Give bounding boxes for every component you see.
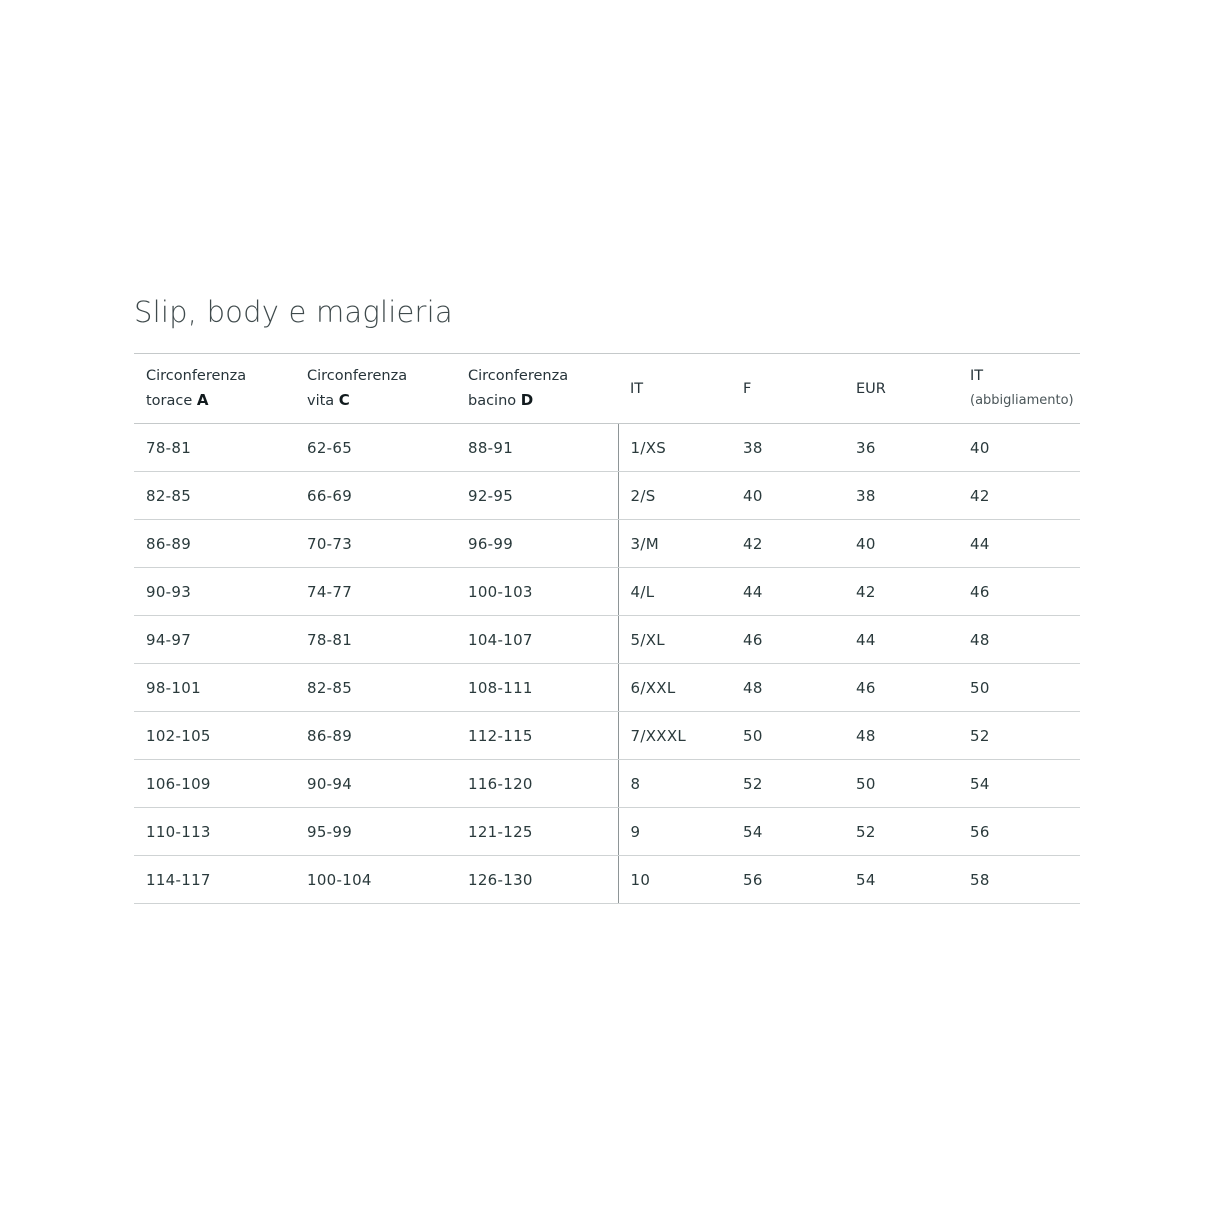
hip-cell: 108-111 <box>456 664 618 712</box>
it-clothing-cell: 52 <box>958 712 1080 760</box>
eur-size-cell: 52 <box>844 808 958 856</box>
eur-size-cell: 46 <box>844 664 958 712</box>
chest-cell: 110-113 <box>134 808 295 856</box>
header-line: vita <box>307 393 335 409</box>
chest-cell: 114-117 <box>134 856 295 904</box>
header-letter: A <box>196 391 209 409</box>
f-size-cell: 38 <box>731 424 844 472</box>
it-clothing-cell: 58 <box>958 856 1080 904</box>
header-line: bacino <box>468 393 517 409</box>
header-eur-size: EUR <box>844 354 958 424</box>
it-size-cell: 6/XXL <box>618 664 731 712</box>
f-size-cell: 48 <box>731 664 844 712</box>
waist-cell: 66-69 <box>295 472 456 520</box>
waist-cell: 78-81 <box>295 616 456 664</box>
table-row <box>134 664 1080 712</box>
f-size-cell: 40 <box>731 472 844 520</box>
f-size-cell: 42 <box>731 520 844 568</box>
it-size-cell: 9 <box>618 808 731 856</box>
eur-size-cell: 36 <box>844 424 958 472</box>
it-size-cell: 10 <box>618 856 731 904</box>
chest-cell: 102-105 <box>134 712 295 760</box>
chest-cell: 90-93 <box>134 568 295 616</box>
hip-cell: 121-125 <box>456 808 618 856</box>
table-row <box>134 808 1080 856</box>
it-size-cell: 8 <box>618 760 731 808</box>
chest-cell: 106-109 <box>134 760 295 808</box>
table-row <box>134 568 1080 616</box>
page-title: Slip, body e maglieria <box>134 295 453 329</box>
hip-cell: 92-95 <box>456 472 618 520</box>
table-row <box>134 712 1080 760</box>
table-row <box>134 856 1080 904</box>
it-clothing-cell: 50 <box>958 664 1080 712</box>
table-row <box>134 424 1080 472</box>
hip-cell: 96-99 <box>456 520 618 568</box>
f-size-cell: 56 <box>731 856 844 904</box>
it-clothing-cell: 48 <box>958 616 1080 664</box>
it-size-cell: 3/M <box>618 520 731 568</box>
chest-cell: 78-81 <box>134 424 295 472</box>
chest-cell: 86-89 <box>134 520 295 568</box>
waist-cell: 90-94 <box>295 760 456 808</box>
it-size-cell: 2/S <box>618 472 731 520</box>
it-clothing-cell: 54 <box>958 760 1080 808</box>
chest-cell: 82-85 <box>134 472 295 520</box>
hip-cell: 104-107 <box>456 616 618 664</box>
hip-cell: 88-91 <box>456 424 618 472</box>
it-size-cell: 1/XS <box>618 424 731 472</box>
waist-cell: 70-73 <box>295 520 456 568</box>
header-it-size: IT <box>618 354 731 424</box>
table-body <box>134 424 1080 904</box>
it-size-cell: 7/XXXL <box>618 712 731 760</box>
table-row <box>134 520 1080 568</box>
header-sub: (abbigliamento) <box>970 393 1074 408</box>
eur-size-cell: 48 <box>844 712 958 760</box>
it-clothing-cell: 46 <box>958 568 1080 616</box>
waist-cell: 82-85 <box>295 664 456 712</box>
f-size-cell: 44 <box>731 568 844 616</box>
waist-cell: 62-65 <box>295 424 456 472</box>
header-waist-circumference <box>295 354 456 424</box>
waist-cell: 74-77 <box>295 568 456 616</box>
table-row <box>134 616 1080 664</box>
header-it-clothing-size <box>958 354 1080 424</box>
size-chart-table <box>134 353 1080 904</box>
it-clothing-cell: 44 <box>958 520 1080 568</box>
f-size-cell: 54 <box>731 808 844 856</box>
table-row <box>134 472 1080 520</box>
waist-cell: 86-89 <box>295 712 456 760</box>
waist-cell: 100-104 <box>295 856 456 904</box>
header-letter: D <box>520 391 534 409</box>
hip-cell: 100-103 <box>456 568 618 616</box>
waist-cell: 95-99 <box>295 808 456 856</box>
eur-size-cell: 40 <box>844 520 958 568</box>
eur-size-cell: 54 <box>844 856 958 904</box>
header-letter: C <box>338 391 350 409</box>
header-chest-circumference <box>134 354 295 424</box>
header-line: IT <box>970 368 984 384</box>
table-header-row <box>134 354 1080 424</box>
eur-size-cell: 50 <box>844 760 958 808</box>
eur-size-cell: 38 <box>844 472 958 520</box>
header-line: Circonferenza <box>307 368 408 384</box>
f-size-cell: 52 <box>731 760 844 808</box>
header-f-size: F <box>731 354 844 424</box>
f-size-cell: 50 <box>731 712 844 760</box>
header-line: torace <box>146 393 193 409</box>
header-line: Circonferenza <box>146 368 247 384</box>
hip-cell: 112-115 <box>456 712 618 760</box>
table-row <box>134 760 1080 808</box>
it-clothing-cell: 42 <box>958 472 1080 520</box>
header-line: Circonferenza <box>468 368 569 384</box>
eur-size-cell: 44 <box>844 616 958 664</box>
chest-cell: 98-101 <box>134 664 295 712</box>
hip-cell: 116-120 <box>456 760 618 808</box>
it-size-cell: 4/L <box>618 568 731 616</box>
it-size-cell: 5/XL <box>618 616 731 664</box>
it-clothing-cell: 56 <box>958 808 1080 856</box>
eur-size-cell: 42 <box>844 568 958 616</box>
f-size-cell: 46 <box>731 616 844 664</box>
header-hip-circumference <box>456 354 618 424</box>
it-clothing-cell: 40 <box>958 424 1080 472</box>
chest-cell: 94-97 <box>134 616 295 664</box>
hip-cell: 126-130 <box>456 856 618 904</box>
